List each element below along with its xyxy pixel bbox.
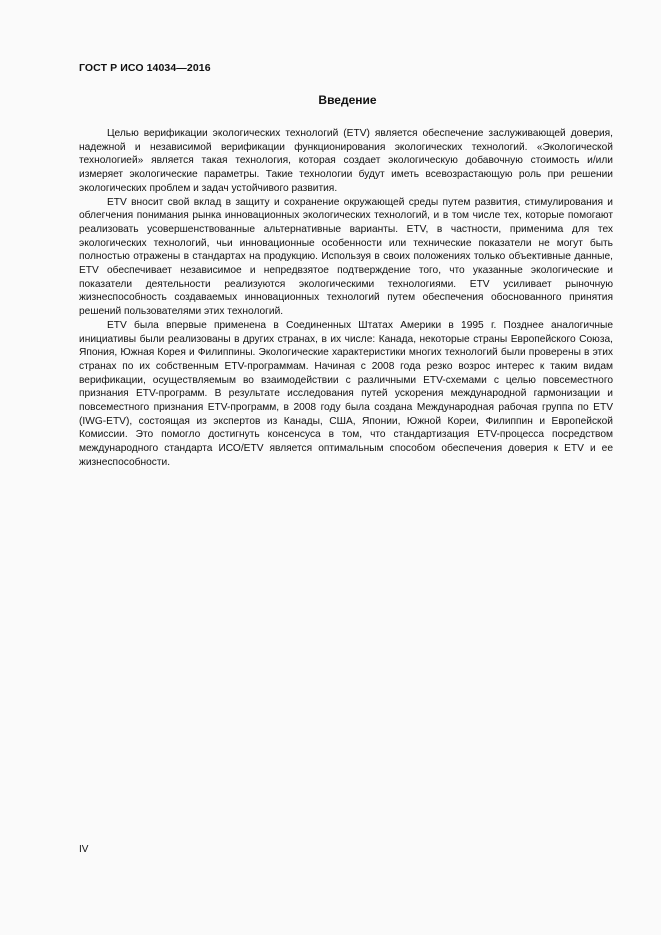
- standard-header: ГОСТ Р ИСО 14034—2016: [79, 62, 211, 74]
- body-text: [79, 127, 613, 470]
- paragraph-purpose: Целью верификации экологических технологий (ETV) является обеспечение заслуживающей доверия, надежной и независимой верификации функционирования экологических технологий. «Экологической технологией» является такая технология, которая создает экологическую добавочную стоимость и/или измеряет экологические параметры. Такие технологии будут иметь всевозрастающую роль при решении экологических проблем и задач устойчивого развития.: [79, 128, 613, 194]
- paragraph-contribution: ETV вносит свой вклад в защиту и сохранение окружающей среды путем развития, стимулирования и облегчения понимания рынка инновационных экологических технологий, и в том числе тех, которые помогают реализовать усовершенствованные альтернативные варианты. ETV, в частности, применима для тех экологических технологий, чьи инновационные особенности или технические показатели не могут быть полностью отражены в стандартах на продукцию. Используя в своих положениях только объективные данные, ETV обеспечивает независимое и непредвзятое подтверждение того, что указанные экологические и показатели деятельности реализуются экологическими технологиями. ETV усиливает рыночную жизнеспособность создаваемых инновационных технологий путем обеспечения обоснованного принятия решений пользователями этих технологий.: [79, 196, 613, 318]
- section-title: Введение: [318, 93, 377, 107]
- page-number: IV: [79, 844, 89, 855]
- paragraph-history: ETV была впервые применена в Соединенных Штатах Америки в 1995 г. Позднее аналогичные инициативы были реализованы в других странах, в их числе: Канада, некоторые страны Европейского Союза, Япония, Южная Корея и Филиппины. Экологические характеристики многих технологий были проверены в этих странах по их собственным ETV-программам. Начиная с 2008 года резко возрос интерес к таким видам верификации, осуществляемым во взаимодействии с различными ETV-схемами с целью повсеместного признания ETV-программ. В результате исследования путей ускорения международной гармонизации и повсеместного признания ETV-программ, в 2008 году была создана Международная рабочая группа по ETV (IWG-ETV), состоящая из экспертов из Канады, США, Японии, Южной Кореи, Филиппин и Европейской Комиссии. Это помогло достигнуть консенсуса в том, что стандартизация ETV-процесса посредством международного стандарта ИСО/ETV является оптимальным способом обеспечения доверия к ETV и ее жизнеспособности.: [79, 319, 613, 468]
